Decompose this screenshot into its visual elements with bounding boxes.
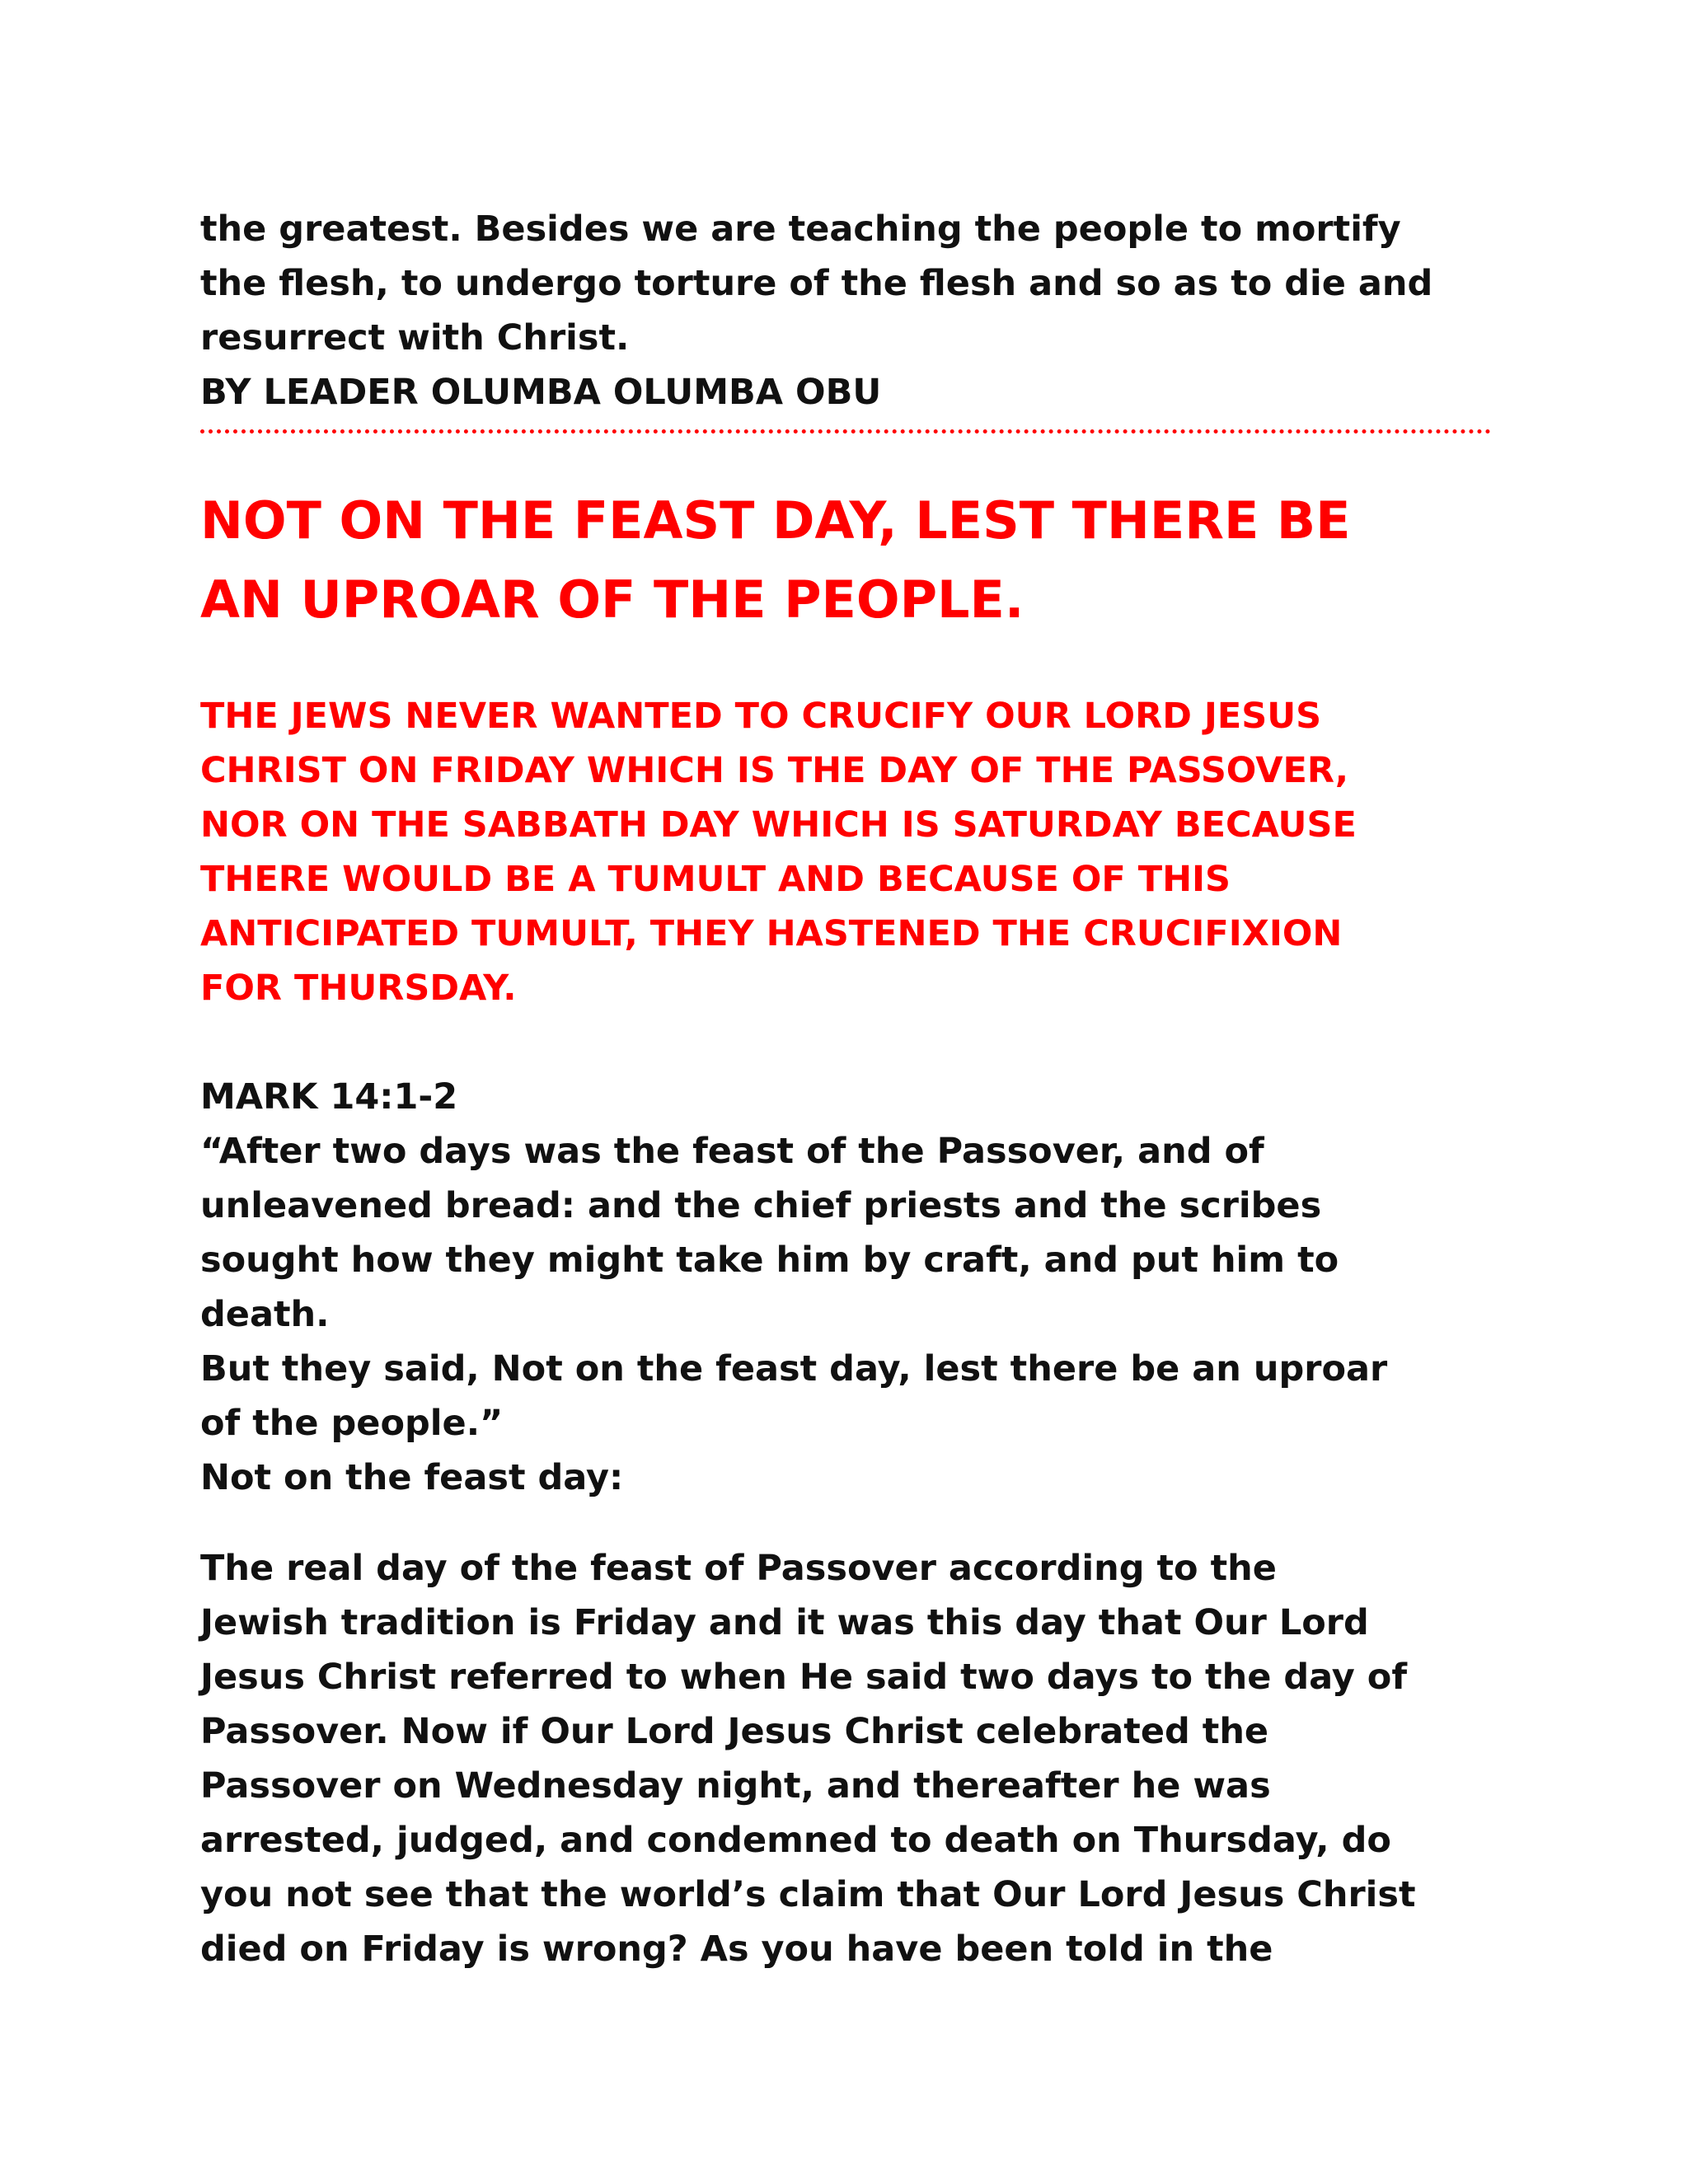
scripture-line: sought how they might take him by craft, and put him to <box>200 1240 1339 1281</box>
section-headline <box>200 481 1503 640</box>
summary-line: FOR THURSDAY. <box>200 968 517 1009</box>
summary-line: CHRIST ON FRIDAY WHICH IS THE DAY OF THE PASSOVER, <box>200 750 1349 791</box>
summary-line: ANTICIPATED TUMULT, THEY HASTENED THE CRUCIFIXION <box>200 913 1343 954</box>
intro-paragraph <box>200 202 1503 419</box>
commentary-line: Jesus Christ referred to when He said two days to the day of <box>200 1657 1408 1698</box>
intro-line: the flesh, to undergo torture of the flesh and so as to die and <box>200 263 1433 304</box>
scripture-block <box>200 1070 1503 1505</box>
summary-line: THERE WOULD BE A TUMULT AND BECAUSE OF THIS <box>200 859 1231 900</box>
dotted-divider <box>200 429 1491 434</box>
commentary-line: Passover on Wednesday night, and thereafter he was <box>200 1765 1271 1807</box>
subheading: Not on the feast day: <box>200 1457 624 1498</box>
summary-paragraph <box>200 689 1503 1015</box>
summary-line: NOR ON THE SABBATH DAY WHICH IS SATURDAY BECAUSE <box>200 804 1357 846</box>
commentary-paragraph <box>200 1541 1503 1976</box>
intro-line: resurrect with Christ. <box>200 317 630 359</box>
commentary-line: The real day of the feast of Passover according to the <box>200 1548 1277 1589</box>
headline-line: AN UPROAR OF THE PEOPLE. <box>200 569 1025 630</box>
scripture-line: death. <box>200 1294 330 1335</box>
scripture-reference: MARK 14:1-2 <box>200 1076 458 1118</box>
headline-line: NOT ON THE FEAST DAY, LEST THERE BE <box>200 490 1351 551</box>
commentary-line: Passover. Now if Our Lord Jesus Christ celebrated the <box>200 1711 1269 1752</box>
byline: BY LEADER OLUMBA OLUMBA OBU <box>200 372 882 413</box>
commentary-line: Jewish tradition is Friday and it was this day that Our Lord <box>200 1602 1369 1643</box>
commentary-line: you not see that the world’s claim that Our Lord Jesus Christ <box>200 1874 1416 1915</box>
intro-line: the greatest. Besides we are teaching the people to mortify <box>200 209 1401 250</box>
scripture-line: of the people.” <box>200 1403 504 1444</box>
scripture-line: “After two days was the feast of the Passover, and of <box>200 1131 1264 1172</box>
commentary-line: arrested, judged, and condemned to death on Thursday, do <box>200 1820 1391 1861</box>
document-page <box>200 202 1503 1976</box>
scripture-line: unleavened bread: and the chief priests and the scribes <box>200 1185 1322 1226</box>
summary-line: THE JEWS NEVER WANTED TO CRUCIFY OUR LORD JESUS <box>200 696 1322 737</box>
commentary-line: died on Friday is wrong? As you have been told in the <box>200 1929 1273 1970</box>
scripture-line: But they said, Not on the feast day, lest there be an uproar <box>200 1348 1388 1390</box>
